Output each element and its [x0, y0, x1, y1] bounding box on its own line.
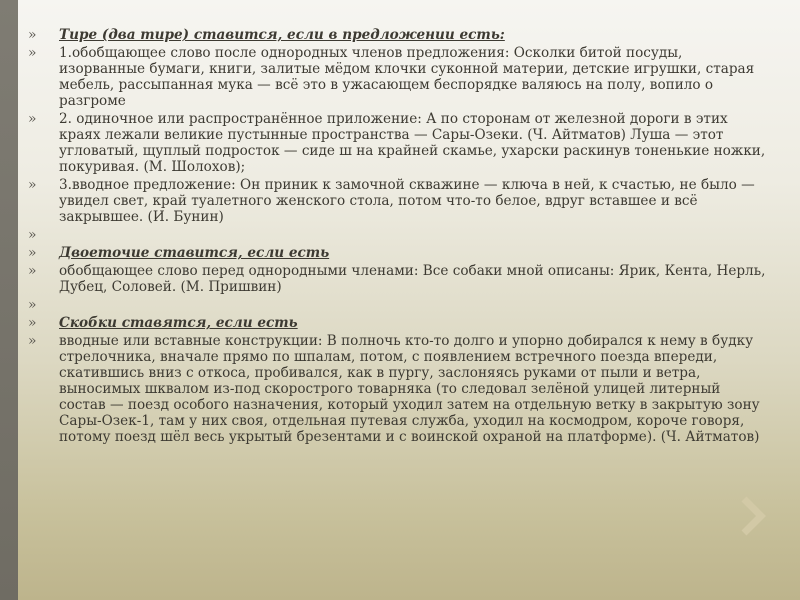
- list-item-text: 2. одиночное или распространённое приложение: А по сторонам от железной дороги в этих краях лежали великие пустынные пространства — Сары-Озеки. (Ч. Айтматов) Луша — этот угловатый, щуплый подросток — сиде ш на крайней скамье, ухарски раскинув тоненькие ножки, покуривая. (М. Шолохов);: [59, 111, 766, 175]
- list-item-brackets-heading: [28, 315, 768, 331]
- left-accent-bar: [0, 0, 18, 600]
- list-item: [28, 263, 768, 295]
- bullet-marker: »: [28, 297, 37, 313]
- bullet-marker: »: [28, 263, 37, 279]
- bullet-marker: »: [28, 227, 37, 243]
- list-item: [28, 111, 768, 175]
- chevron-right-icon: [733, 493, 773, 539]
- list-item-empty: [28, 227, 768, 243]
- list-item: [28, 177, 768, 225]
- list-item-text: обобщающее слово перед однородными членами: Все собаки мной описаны: Ярик, Кента, Нерль, Дубец, Соловей. (М. Пришвин): [59, 263, 766, 295]
- bullet-marker: »: [28, 45, 37, 61]
- bullet-marker: »: [28, 177, 37, 193]
- bullet-marker: »: [28, 333, 37, 349]
- list-item-text: 3.вводное предложение: Он приник к замочной скважине — ключа в ней, к счастью, не было — увидел свет, край туалетного женского стола, потом что-то белое, вдруг вставшее и всё закрывшее. (И. Бунин): [59, 177, 755, 225]
- next-slide-button[interactable]: [733, 493, 773, 539]
- bullet-marker: »: [28, 27, 37, 43]
- bullet-marker: »: [28, 315, 37, 331]
- list-item-text: [59, 227, 768, 243]
- bullet-marker: »: [28, 245, 37, 261]
- section-heading-brackets: Скобки ставятся, если есть: [59, 315, 298, 331]
- list-item: [28, 45, 768, 109]
- list-item-text: 1.обобщающее слово после однородных членов предложения: Осколки битой посуды, изорванные бумаги, книги, залитые мёдом клочки суконной материи, детские игрушки, старая мебель, рассыпанная мука — всё это в ужасающем беспорядке валяюсь на полу, вопило о разгроме: [59, 45, 755, 109]
- section-heading-tire: Тире (два тире) ставится, если в предложении есть:: [59, 27, 505, 43]
- slide-content: [28, 27, 768, 447]
- bullet-marker: »: [28, 111, 37, 127]
- list-item-empty: [28, 297, 768, 313]
- section-heading-colon: Двоеточие ставится, если есть: [59, 245, 330, 261]
- list-item-text: [59, 297, 768, 313]
- list-item: [28, 333, 768, 445]
- list-item-colon-heading: [28, 245, 768, 261]
- list-item-tire-heading: [28, 27, 768, 43]
- list-item-text: вводные или вставные конструкции: В полночь кто-то долго и упорно добирался к нему в будку стрелочника, вначале прямо по шпалам, потом, с появлением встречного поезда впереди, скатившись вниз с откоса, пробивался, как в пургу, заслоняясь руками от пыли и ветра, выносимых шквалом из-под скорострого товарняка (то следовал зелёной улицей литерный состав — поезд особого назначения, который уходил затем на отдельную ветку в закрытую зону Сары-Озек-1, там у них своя, отдельная путевая служба, уходил на космодром, короче говоря, потому поезд шёл весь укрытый брезентами и с воинской охраной на платформе). (Ч. Айтматов): [59, 333, 760, 445]
